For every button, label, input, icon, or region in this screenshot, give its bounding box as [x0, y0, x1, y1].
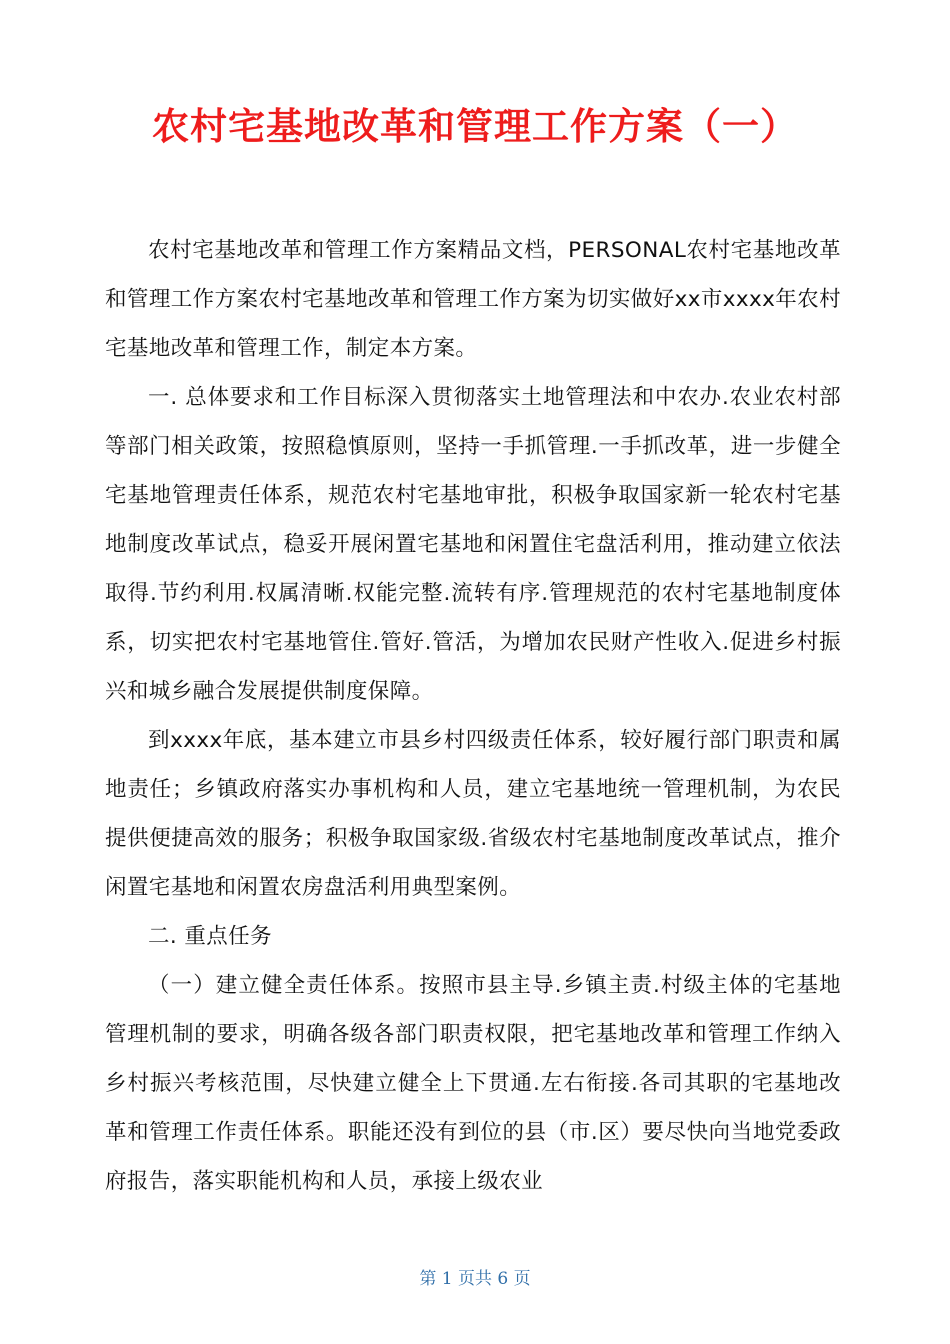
page-indicator: 第 1 页共 6 页	[419, 1269, 531, 1289]
paragraph-responsibility-system: （一）建立健全责任体系。按照市县主导.乡镇主责.村级主体的宅基地管理机制的要求，明确各级各部门职责权限，把宅基地改革和管理工作纳入乡村振兴考核范围，尽快建立健全上下贯通.左右衔接.各司其职的宅基地改革和管理工作责任体系。职能还没有到位的县（市.区）要尽快向当地党委政府报告，落实职能机构和人员，承接上级农业	[105, 973, 841, 1194]
document-title: 农村宅基地改革和管理工作方案（一）	[152, 105, 798, 148]
paragraph-intro: 农村宅基地改革和管理工作方案精品文档，PERSONAL农村宅基地改革和管理工作方案农村宅基地改革和管理工作方案为切实做好xx市xxxx年农村宅基地改革和管理工作，制定本方案。	[105, 238, 841, 361]
paragraph-general-requirements: 一. 总体要求和工作目标深入贯彻落实土地管理法和中农办.农业农村部等部门相关政策，按照稳慎原则，坚持一手抓管理.一手抓改革，进一步健全宅基地管理责任体系，规范农村宅基地审批，积极争取国家新一轮农村宅基地制度改革试点，稳妥开展闲置宅基地和闲置住宅盘活利用，推动建立依法取得.节约利用.权属清晰.权能完整.流转有序.管理规范的农村宅基地制度体系，切实把农村宅基地管住.管好.管活，为增加农民财产性收入.促进乡村振兴和城乡融合发展提供制度保障。	[105, 385, 841, 704]
document-body	[105, 226, 841, 1206]
section-heading-key-tasks: 二. 重点任务	[148, 924, 272, 949]
paragraph-targets: 到xxxx年底，基本建立市县乡村四级责任体系，较好履行部门职责和属地责任；乡镇政府落实办事机构和人员，建立宅基地统一管理机制，为农民提供便捷高效的服务；积极争取国家级.省级农村宅基地制度改革试点，推介闲置宅基地和闲置农房盘活利用典型案例。	[105, 728, 841, 900]
